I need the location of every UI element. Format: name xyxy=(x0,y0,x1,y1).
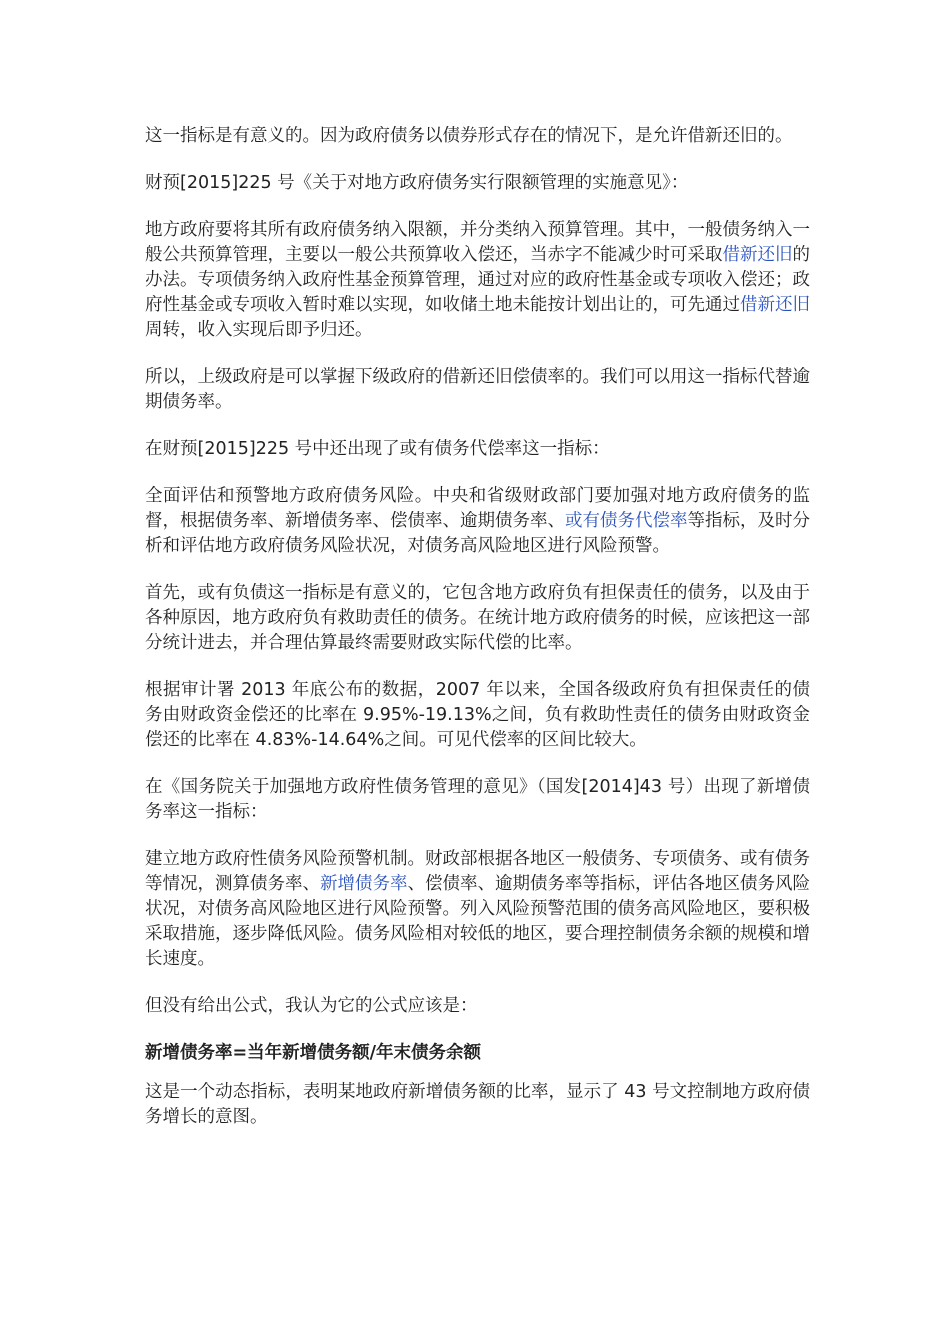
paragraph-6 xyxy=(145,484,810,559)
paragraph-1: 这一指标是有意义的。因为政府债务以债券形式存在的情况下，是允许借新还旧的。 xyxy=(145,126,793,146)
link-jiexinhuanjiu-2[interactable]: 借新还旧 xyxy=(740,295,810,315)
separator-3: 、 xyxy=(477,874,495,894)
paragraph-10-text-a: 建立地方政府性债务风险预警机制。财政部根据各地区一般债务、专项债务、或有债务等情况，测算 xyxy=(145,849,810,894)
paragraph-9: 在《国务院关于加强地方政府性债务管理的意见》（国发[2014]43 号）出现了新增债务率这一指标： xyxy=(145,777,810,822)
paragraph-3-text-a: 地方政府要将其所有政府债务纳入限额，并分类纳入预算管理。其中，一般债务纳入一般公共预算管理，主要以一般公共预算收入偿还，当赤字不能减少时可采取 xyxy=(145,220,810,265)
paragraph-10 xyxy=(145,847,810,972)
paragraph-6-text-b: 等指标，及时分析和评估地方政府债务风险状况，对债务高风险地区进行风险预警。 xyxy=(145,511,810,556)
link-new-debt-rate[interactable]: 新增债务率 xyxy=(320,874,408,894)
term-repayment-rate: 偿债率 xyxy=(425,874,478,894)
paragraph-4: 所以，上级政府是可以掌握下级政府的借新还旧偿债率的。我们可以用这一指标代替逾期债务率。 xyxy=(145,367,810,412)
paragraph-13: 这是一个动态指标，表明某地政府新增债务额的比率，显示了 43 号文控制地方政府债务增长的意图。 xyxy=(145,1082,810,1127)
paragraph-3-text-b: 的办法。专项债务纳入政府性基金预算管理，通过对应的政府性基金或专项收入偿还；政府性基金或专项收入暂时难以实现，如收储土地未能按计划出让的，可先通过 xyxy=(145,245,810,315)
term-overdue-debt-rate: 逾期债务率 xyxy=(495,874,583,894)
paragraph-3 xyxy=(145,218,810,343)
term-debt-rate: 债务率 xyxy=(250,874,303,894)
paragraph-3-text-c: 周转，收入实现后即予归还。 xyxy=(145,320,373,340)
paragraph-10-text-b: 等指标，评估各地区债务风险状况，对债务高风险地区进行风险预警。列入风险预警范围的债务高风险地区，要积极采取措施，逐步降低风险。债务风险相对较低的地区，要合理控制债务余额的规模和增长速度。 xyxy=(145,874,810,969)
formula-new-debt-rate: 新增债务率=当年新增债务额/年末债务余额 xyxy=(145,1043,482,1063)
link-jiexinhuanjiu-1[interactable]: 借新还旧 xyxy=(722,245,793,265)
paragraph-6-text-a: 全面评估和预警地方政府债务风险。中央和省级财政部门要加强对地方政府债务的监督，根据债务率、新增债务率、偿债率、逾期债务率、 xyxy=(145,486,810,531)
document-page xyxy=(145,124,810,1152)
paragraph-11: 但没有给出公式，我认为它的公式应该是： xyxy=(145,996,478,1016)
link-contingent-debt-rate[interactable]: 或有债务代偿率 xyxy=(565,511,688,531)
separator-2: 、 xyxy=(407,874,425,894)
paragraph-7: 首先，或有负债这一指标是有意义的，它包含地方政府负有担保责任的债务，以及由于各种原因，地方政府负有救助责任的债务。在统计地方政府债务的时候，应该把这一部分统计进去，并合理估算最终需要财政实际代偿的比率。 xyxy=(145,583,810,653)
paragraph-5: 在财预[2015]225 号中还出现了或有债务代偿率这一指标： xyxy=(145,439,610,459)
separator-1: 、 xyxy=(302,874,320,894)
paragraph-8: 根据审计署 2013 年底公布的数据，2007 年以来，全国各级政府负有担保责任的债务由财政资金偿还的比率在 9.95%-19.13%之间，负有救助性责任的债务由财政资金偿还的比率在 4.83%-14.64%之间。可见代偿率的区间比较大。 xyxy=(145,680,810,750)
paragraph-2: 财预[2015]225 号《关于对地方政府债务实行限额管理的实施意见》： xyxy=(145,173,689,193)
